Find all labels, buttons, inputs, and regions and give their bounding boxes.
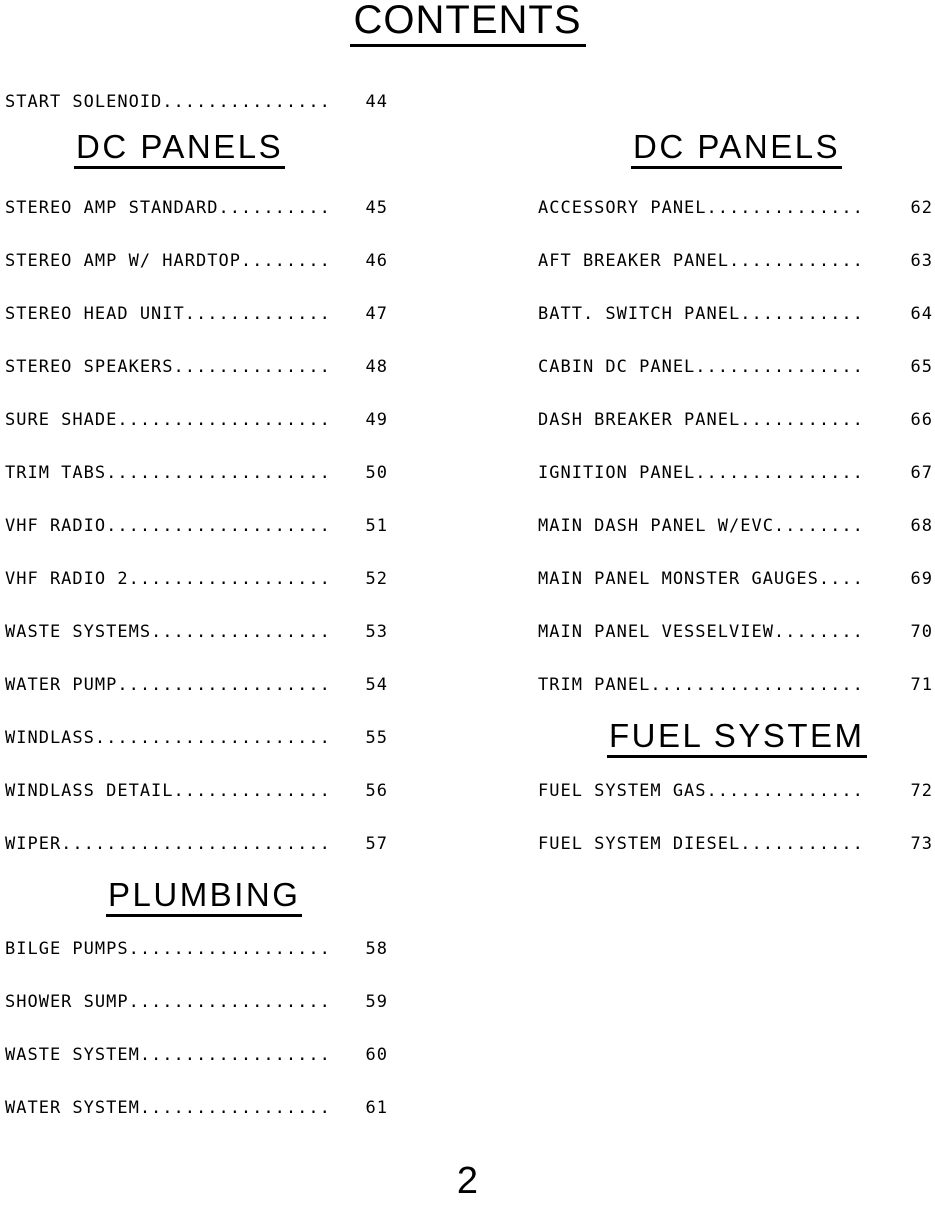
toc-entry-label: MAIN PANEL VESSELVIEW........ bbox=[538, 622, 864, 642]
toc-entry-label: FUEL SYSTEM GAS.............. bbox=[538, 781, 864, 801]
toc-entry[interactable] bbox=[538, 674, 933, 696]
toc-entry-page: 73 bbox=[910, 834, 933, 854]
toc-entry[interactable] bbox=[538, 250, 933, 272]
toc-entry-page: 66 bbox=[910, 410, 933, 430]
toc-entry-label: CABIN DC PANEL............... bbox=[538, 357, 864, 377]
toc-entry-page: 72 bbox=[910, 781, 933, 801]
toc-entry[interactable] bbox=[5, 833, 388, 855]
toc-entry[interactable] bbox=[538, 515, 933, 537]
toc-entry-page: 59 bbox=[365, 992, 388, 1012]
toc-entry[interactable] bbox=[5, 515, 388, 537]
toc-entry-page: 56 bbox=[365, 781, 388, 801]
toc-entry[interactable] bbox=[538, 780, 933, 802]
toc-entry-label: WINDLASS..................... bbox=[5, 728, 331, 748]
toc-entry-label: STEREO HEAD UNIT............. bbox=[5, 304, 331, 324]
toc-entry-page: 69 bbox=[910, 569, 933, 589]
toc-entry-page: 68 bbox=[910, 516, 933, 536]
toc-entry-page: 49 bbox=[365, 410, 388, 430]
toc-entry-page: 70 bbox=[910, 622, 933, 642]
toc-entry-label: VHF RADIO 2.................. bbox=[5, 569, 331, 589]
toc-entry[interactable] bbox=[5, 727, 388, 749]
toc-entry[interactable] bbox=[538, 462, 933, 484]
toc-entry-page: 46 bbox=[365, 251, 388, 271]
toc-entry[interactable] bbox=[5, 409, 388, 431]
toc-entry-page: 71 bbox=[910, 675, 933, 695]
section-heading-text: PLUMBING bbox=[106, 876, 302, 917]
toc-entry-label: FUEL SYSTEM DIESEL........... bbox=[538, 834, 864, 854]
toc-entry-page: 61 bbox=[365, 1098, 388, 1118]
section-heading-plumbing bbox=[106, 876, 302, 914]
toc-entry[interactable] bbox=[5, 1044, 388, 1066]
toc-entry-label: WIPER........................ bbox=[5, 834, 331, 854]
toc-entry[interactable] bbox=[538, 197, 933, 219]
toc-entry[interactable] bbox=[538, 568, 933, 590]
toc-entry-page: 60 bbox=[365, 1045, 388, 1065]
toc-entry-page: 47 bbox=[365, 304, 388, 324]
toc-entry[interactable] bbox=[5, 674, 388, 696]
toc-entry-page: 57 bbox=[365, 834, 388, 854]
toc-entry-page: 55 bbox=[365, 728, 388, 748]
toc-entry-label: TRIM TABS.................... bbox=[5, 463, 331, 483]
toc-entry-page: 58 bbox=[365, 939, 388, 959]
toc-entry-page: 54 bbox=[365, 675, 388, 695]
toc-entry-page: 64 bbox=[910, 304, 933, 324]
toc-entry-label: BILGE PUMPS.................. bbox=[5, 939, 331, 959]
page-number: 2 bbox=[456, 1160, 479, 1202]
toc-entry[interactable] bbox=[538, 833, 933, 855]
toc-entry-label: AFT BREAKER PANEL............ bbox=[538, 251, 864, 271]
toc-entry-label: ACCESSORY PANEL.............. bbox=[538, 198, 864, 218]
toc-entry[interactable] bbox=[5, 621, 388, 643]
toc-entry-label: IGNITION PANEL............... bbox=[538, 463, 864, 483]
section-heading-text: DC PANELS bbox=[74, 128, 285, 169]
toc-entry[interactable] bbox=[5, 356, 388, 378]
toc-entry[interactable] bbox=[538, 621, 933, 643]
toc-entry-page: 52 bbox=[365, 569, 388, 589]
section-heading-text: DC PANELS bbox=[631, 128, 842, 169]
toc-entry-label: STEREO AMP W/ HARDTOP........ bbox=[5, 251, 331, 271]
toc-entry-label: WATER PUMP................... bbox=[5, 675, 331, 695]
toc-entry[interactable] bbox=[5, 250, 388, 272]
toc-entry-page: 63 bbox=[910, 251, 933, 271]
toc-entry-label: VHF RADIO.................... bbox=[5, 516, 331, 536]
toc-entry-page: 51 bbox=[365, 516, 388, 536]
section-heading-fuel-system bbox=[607, 717, 867, 755]
toc-entry-page: 65 bbox=[910, 357, 933, 377]
toc-entry-label: MAIN PANEL MONSTER GAUGES.... bbox=[538, 569, 864, 589]
section-heading-dc-panels-left bbox=[74, 128, 285, 166]
toc-entry-start-solenoid[interactable] bbox=[5, 91, 388, 113]
toc-entry[interactable] bbox=[538, 303, 933, 325]
toc-entry-label: STEREO SPEAKERS.............. bbox=[5, 357, 331, 377]
page-title-text: CONTENTS bbox=[350, 0, 586, 47]
toc-entry[interactable] bbox=[5, 938, 388, 960]
toc-entry[interactable] bbox=[5, 462, 388, 484]
toc-entry-label: SURE SHADE................... bbox=[5, 410, 331, 430]
toc-entry-page: 50 bbox=[365, 463, 388, 483]
toc-entry[interactable] bbox=[538, 356, 933, 378]
section-heading-dc-panels-right bbox=[631, 128, 842, 166]
toc-entry-page: 48 bbox=[365, 357, 388, 377]
toc-entry-label: DASH BREAKER PANEL........... bbox=[538, 410, 864, 430]
toc-entry-label: STEREO AMP STANDARD.......... bbox=[5, 198, 331, 218]
toc-entry-label: TRIM PANEL................... bbox=[538, 675, 864, 695]
toc-entry[interactable] bbox=[5, 568, 388, 590]
toc-entry-label: BATT. SWITCH PANEL........... bbox=[538, 304, 864, 324]
toc-entry-label: WASTE SYSTEMS................ bbox=[5, 622, 331, 642]
toc-entry[interactable] bbox=[5, 780, 388, 802]
toc-entry-label: WASTE SYSTEM................. bbox=[5, 1045, 331, 1065]
toc-entry[interactable] bbox=[5, 303, 388, 325]
section-heading-text: FUEL SYSTEM bbox=[607, 717, 867, 758]
toc-entry-label: WATER SYSTEM................. bbox=[5, 1098, 331, 1118]
toc-entry-page: 44 bbox=[365, 92, 388, 112]
toc-entry[interactable] bbox=[5, 991, 388, 1013]
toc-entry[interactable] bbox=[538, 409, 933, 431]
toc-entry-label: START SOLENOID............... bbox=[5, 92, 331, 112]
toc-entry-page: 45 bbox=[365, 198, 388, 218]
toc-entry-label: MAIN DASH PANEL W/EVC........ bbox=[538, 516, 864, 536]
toc-entry-page: 67 bbox=[910, 463, 933, 483]
page-title bbox=[0, 0, 935, 43]
toc-entry[interactable] bbox=[5, 197, 388, 219]
toc-entry-label: WINDLASS DETAIL.............. bbox=[5, 781, 331, 801]
toc-entry-page: 62 bbox=[910, 198, 933, 218]
toc-entry-label: SHOWER SUMP.................. bbox=[5, 992, 331, 1012]
toc-entry-page: 53 bbox=[365, 622, 388, 642]
toc-entry[interactable] bbox=[5, 1097, 388, 1119]
